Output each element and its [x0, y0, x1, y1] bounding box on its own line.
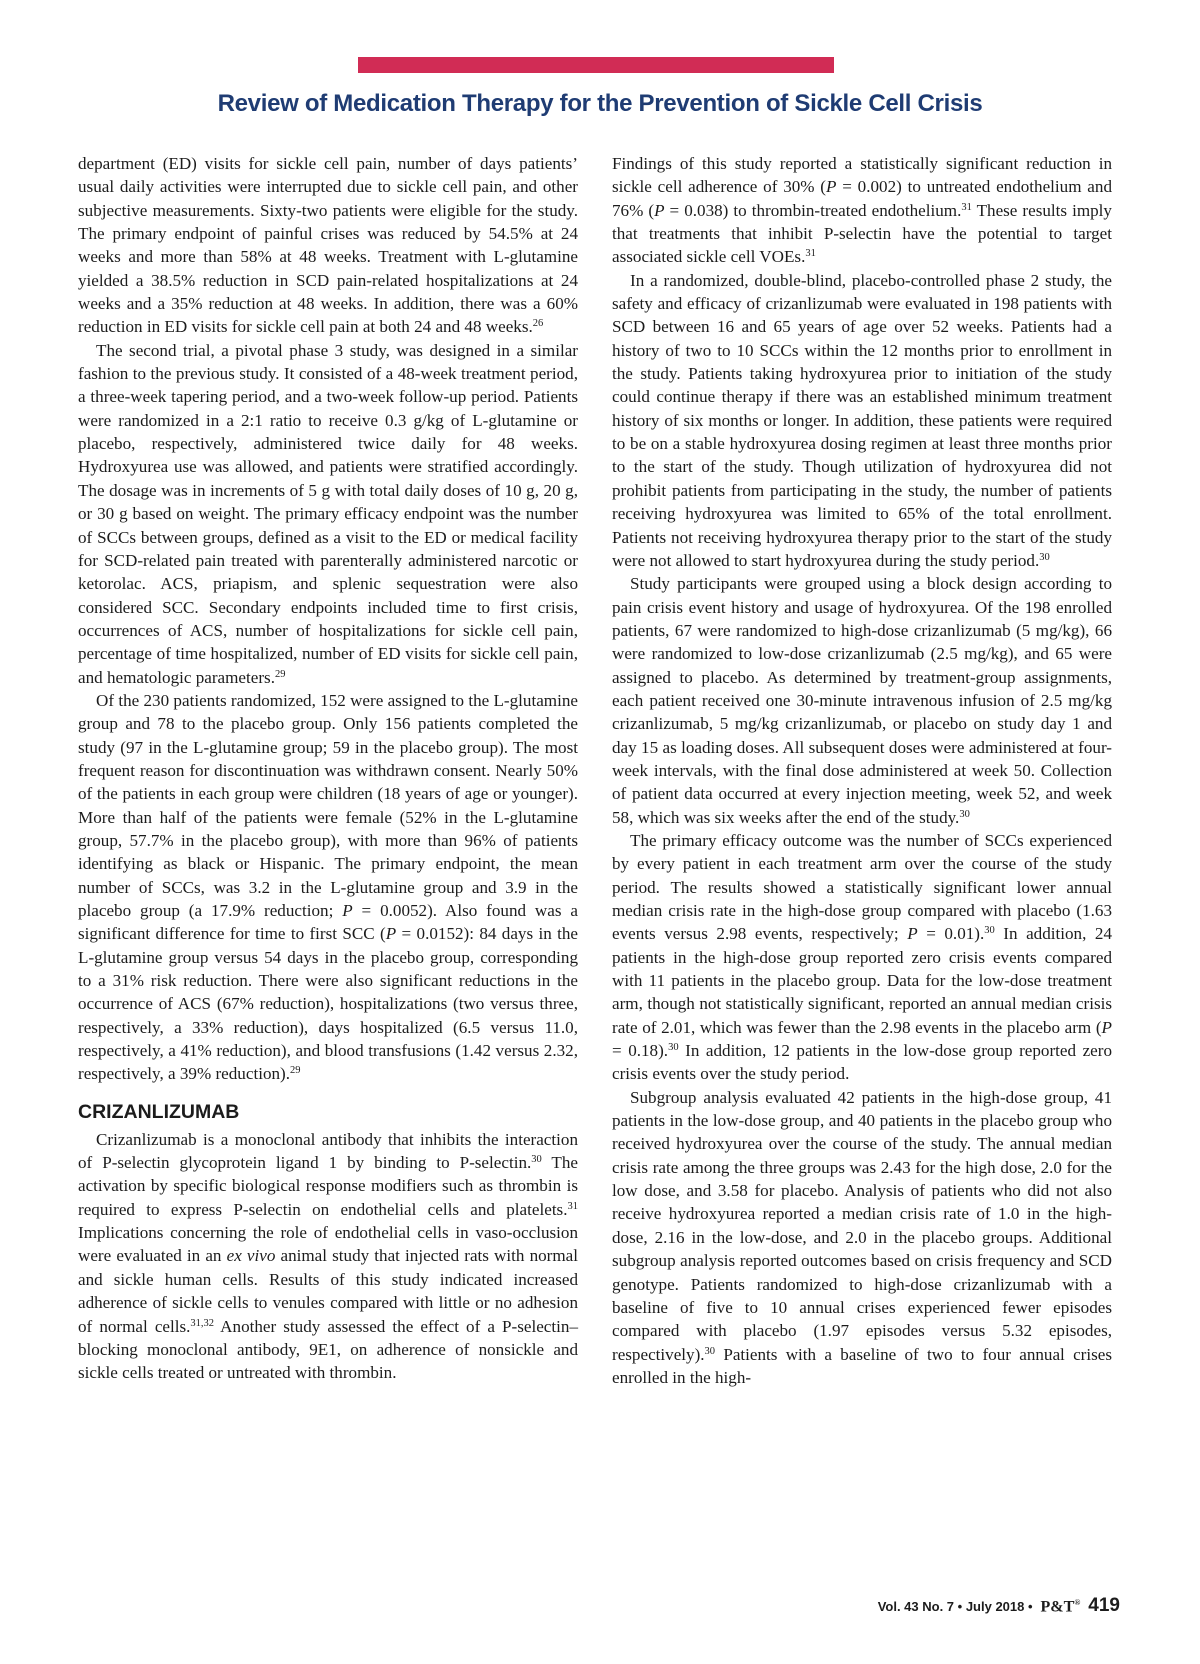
- text-run: The second trial, a pivotal phase 3 study, was designed in a similar fashion to the previous study. It consisted of a 48-week treatment period, a three-week tapering period, and a two-week follow-up period. Patients were randomized in a 2:1 ratio to receive 0.3 g/kg of L-glutamine or placebo, respectively, administered twice daily for 48 weeks. Hydroxyurea use was allowed, and patients were stratified accordingly. The dosage was in increments of 5 g with total daily doses of 10 g, 20 g, or 30 g based on weight. The primary efficacy endpoint was the number of SCCs between groups, defined as a visit to the ED or medical facility for SCD-related pain treated with parenterally administered narcotic or ketorolac. ACS, priapism, and splenic sequestration were also considered SCC. Secondary endpoints included time to first crisis, occurrences of ACS, number of hospitalizations for sickle cell pain, percentage of time hospitalized, number of ED visits for sickle cell pain, and hematologic parameters.: [78, 340, 578, 687]
- paragraph: [78, 339, 578, 689]
- running-header: Review of Medication Therapy for the Prevention of Sickle Cell Crisis: [217, 90, 983, 117]
- citation-ref: 29: [290, 1065, 301, 1077]
- text-run: animal study that injected rats with normal and sickle human cells. Results of this study indicated increased adherence of sickle cells to venules compared with little or no adhesion of normal cells.: [78, 1246, 578, 1336]
- citation-ref: 31: [567, 1200, 578, 1212]
- issue-info: Vol. 43 No. 7 • July 2018 •: [877, 1599, 1033, 1614]
- citation-ref: 30: [959, 808, 970, 820]
- text-run: = 0.0052). Also found was a significant difference for time to first SCC (: [78, 901, 578, 944]
- text-run: Implications concerning the role of endothelial cells in vaso-occlusion were evaluated in an: [78, 1223, 578, 1266]
- text-run: = 0.002) to untreated endothelium and 76% (: [612, 177, 1112, 220]
- text-run: = 0.038) to thrombin-treated endothelium.: [664, 200, 962, 220]
- text-run: The primary efficacy outcome was the number of SCCs experienced by every patient in each treatment arm over the course of the study period. The results showed a statistically significant lower annual median crisis rate in the high-dose group compared with placebo (1.63 events versus 2.98 events, respectively;: [612, 830, 1112, 944]
- paragraph: [78, 152, 578, 339]
- left-column: [78, 152, 578, 1385]
- page-footer: [878, 1595, 1120, 1617]
- italic-text: P: [826, 177, 837, 197]
- paragraph: [612, 829, 1112, 1086]
- page-number: 419: [1088, 1595, 1120, 1616]
- journal-name: P&T®: [1040, 1597, 1081, 1615]
- text-run: The activation by specific biological response modifiers such as thrombin is required to express P-selectin on endothelial cells and platelets.: [78, 1153, 578, 1219]
- text-run: Crizanlizumab is a monoclonal antibody that inhibits the interaction of P-selectin glycoprotein ligand 1 by binding to P-selectin.: [78, 1129, 578, 1173]
- citation-ref: 31: [961, 201, 972, 213]
- citation-ref: 30: [984, 925, 995, 937]
- paragraph: [612, 152, 1112, 269]
- citation-ref: 30: [1039, 551, 1050, 563]
- paragraph: [612, 269, 1112, 572]
- paragraph: [612, 1086, 1112, 1389]
- header-accent-bar: [358, 57, 834, 73]
- italic-text: P: [654, 200, 665, 220]
- citation-ref: 31,32: [190, 1317, 215, 1329]
- text-run: These results imply that treatments that inhibit P-selectin have the potential to target associated sickle cell VOEs.: [612, 200, 1112, 267]
- paragraph: [78, 689, 578, 1086]
- text-run: = 0.0152): 84 days in the L-glutamine group versus 54 days in the placebo group, corresponding to a 31% risk reduction. There were also significant reductions in the occurrence of ACS (67% reduction), hospitalizations (two versus three, respectively, a 33% reduction), days hospitalized (6.5 versus 11.0, respectively, a 41% reduction), and blood transfusions (1.42 versus 2.32, respectively, a 39% reduction).: [78, 924, 578, 1084]
- citation-ref: 26: [532, 318, 544, 330]
- section-heading: CRIZANLIZUMAB: [78, 1100, 240, 1123]
- italic-text: P: [907, 924, 918, 944]
- text-run: Findings of this study reported a statistically significant reduction in sickle cell adherence of 30% (: [612, 154, 1112, 197]
- text-run: In addition, 24 patients in the high-dose group reported zero crisis events compared with 11 patients in the placebo group. Data for the low-dose treatment arm, though not statistically significant, reported an annual median crisis rate of 2.01, which was fewer than the 2.98 events in the placebo arm (: [612, 924, 1112, 1037]
- citation-ref: 30: [668, 1042, 679, 1054]
- text-run: department (ED) visits for sickle cell pain, number of days patients’ usual daily activities were interrupted due to sickle cell pain, and other subjective measurements. Sixty-two patients were eligible for the study. The primary endpoint of painful crises was reduced by 54.5% at 24 weeks and more than 58% at 48 weeks. Treatment with L-glutamine yielded a 38.5% reduction in SCD pain-related hospitalizations at 24 weeks and a 35% reduction at 48 weeks. In addition, there was a 60% reduction in ED visits for sickle cell pain at both 24 and 48 weeks.: [78, 154, 578, 337]
- citation-ref: 31: [805, 248, 816, 260]
- registered-mark: ®: [1074, 1597, 1081, 1607]
- italic-text: ex vivo: [226, 1246, 276, 1266]
- text-run: Of the 230 patients randomized, 152 were assigned to the L-glutamine group and 78 to the placebo group. Only 156 patients completed the study (97 in the L-glutamine group; 59 in the placebo group). The most frequent reason for discontinuation was withdrawn consent. Nearly 50% of the patients in each group were children (18 years of age or younger). More than half of the patients were female (52% in the L-glutamine group, 57.7% in the placebo group), with more than 96% of patients identifying as black or Hispanic. The primary endpoint, the mean number of SCCs, was 3.2 in the L-glutamine group and 3.9 in the placebo group (a 17.9% reduction;: [78, 690, 578, 920]
- text-run: = 0.01).: [917, 924, 985, 944]
- italic-text: P: [385, 924, 397, 944]
- text-run: Subgroup analysis evaluated 42 patients in the high-dose group, 41 patients in the low-dose group, and 40 patients in the placebo group who received hydroxyurea over the course of the study. The annual median crisis rate among the three groups was 2.43 for the high dose, 2.0 for the low dose, and 3.58 for placebo. Analysis of patients who did not also receive hydroxyurea reported a median crisis rate of 1.0 in the high-dose, 2.16 in the low-dose, and 2.0 in the placebo groups. Additional subgroup analysis reported outcomes based on crisis frequency and SCD genotype. Patients randomized to high-dose crizanlizumab with a baseline of five to 10 annual crises experienced fewer episodes compared with placebo (1.97 episodes versus 5.32 episodes, respectively).: [612, 1087, 1112, 1364]
- text-run: In addition, 12 patients in the low-dose group reported zero crisis events over the study period.: [612, 1041, 1112, 1084]
- citation-ref: 30: [704, 1345, 716, 1357]
- text-run: Another study assessed the effect of a P-selectin–blocking monoclonal antibody, 9E1, on adherence of nonsickle and sickle cells treated or untreated with thrombin.: [78, 1316, 578, 1383]
- text-run: Study participants were grouped using a block design according to pain crisis event history and usage of hydroxyurea. Of the 198 enrolled patients, 67 were randomized to high-dose crizanlizumab (5 mg/kg), 66 were randomized to low-dose crizanlizumab (2.5 mg/kg), and 65 were assigned to placebo. As determined by treatment-group assignments, each patient received one 30-minute intravenous infusion of 2.5 mg/kg crizanlizumab, 5 mg/kg crizanlizumab, or placebo on study day 1 and day 15 as loading doses. All subsequent doses were administered at four-week intervals, with the final dose administered at week 50. Collection of patient data occurred at every injection meeting, week 52, and week 58, which was six weeks after the end of the study.: [612, 574, 1112, 827]
- citation-ref: 29: [274, 668, 286, 680]
- text-run: Patients with a baseline of two to four annual crises enrolled in the high-: [612, 1344, 1112, 1387]
- italic-text: P: [1101, 1017, 1112, 1037]
- paragraph: [78, 1128, 578, 1385]
- citation-ref: 30: [531, 1154, 542, 1166]
- text-run: In a randomized, double-blind, placebo-controlled phase 2 study, the safety and efficacy of crizanlizumab were evaluated in 198 patients with SCD between 16 and 65 years of age over 52 weeks. Patients had a history of two to 10 SCCs within the 12 months prior to enrollment in the study. Patients taking hydroxyurea prior to initiation of the study could continue therapy if there was an established minimum treatment history of six months or longer. In addition, these patients were required to be on a stable hydroxyurea dosing regimen at least three months prior to the start of the study. Though utilization of hydroxyurea did not prohibit patients from participating in the study, the number of patients receiving hydroxyurea was limited to 65% of the total enrollment. Patients not receiving hydroxyurea therapy prior to the start of the study were not allowed to start hydroxyurea during the study period.: [612, 270, 1112, 570]
- text-run: = 0.18).: [612, 1041, 669, 1061]
- italic-text: P: [342, 901, 353, 920]
- paragraph: [612, 572, 1112, 829]
- right-column: [612, 152, 1112, 1389]
